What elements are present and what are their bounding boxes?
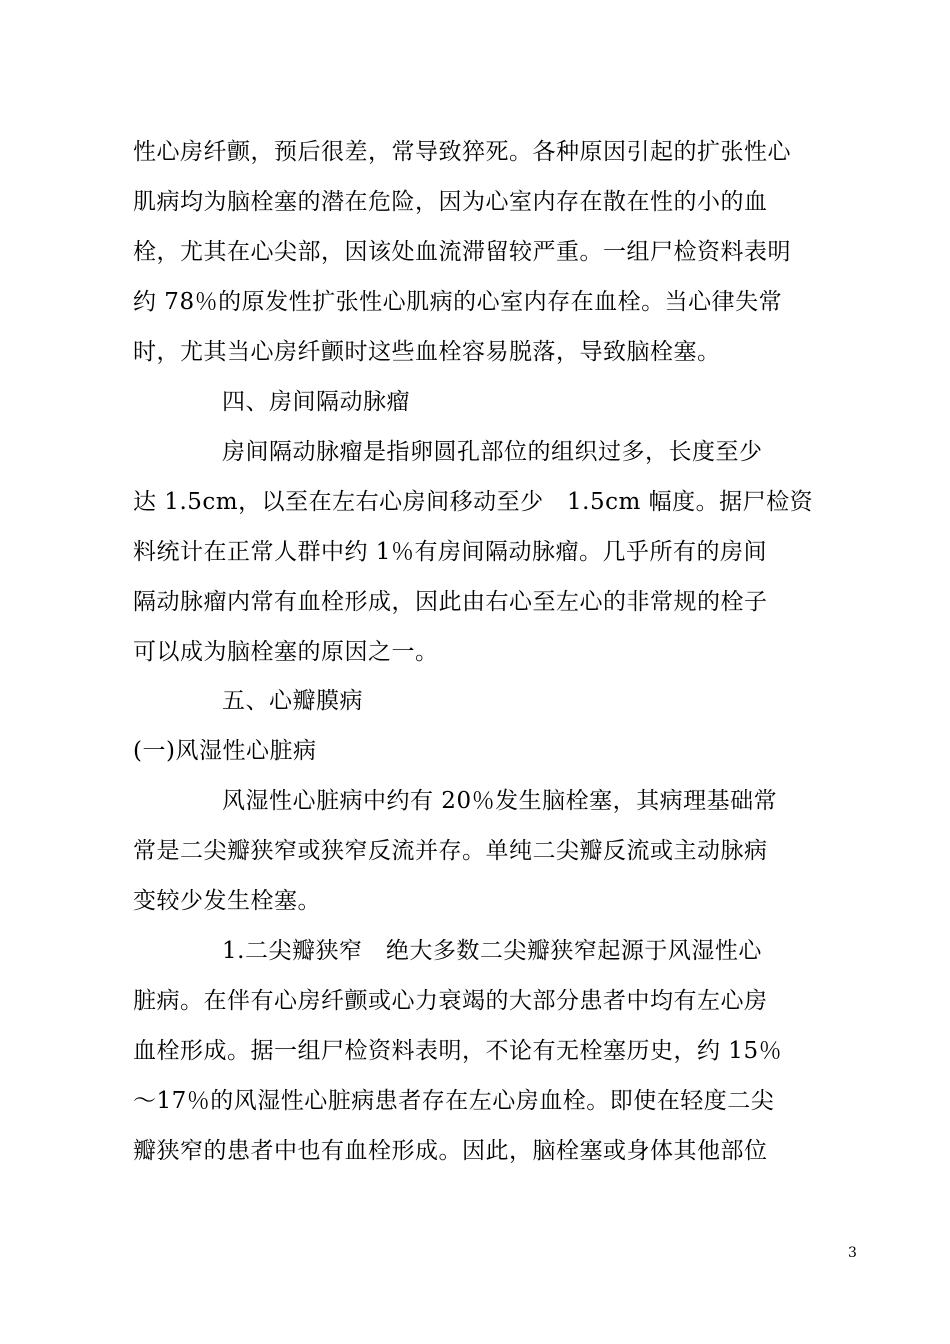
paragraph-line: 风湿性心脏病中约有 20％发生脑栓塞，其病理基础常 — [222, 788, 778, 814]
paragraph-line: 时，尤其当心房纤颤时这些血栓容易脱落，导致脑栓塞。 — [133, 339, 721, 365]
paragraph-line: 常是二尖瓣狭窄或狭窄反流并存。单纯二尖瓣反流或主动脉病 — [133, 838, 768, 864]
paragraph-line: 约 78％的原发性扩张性心肌病的心室内存在血栓。当心律失常 — [133, 289, 783, 315]
paragraph-line: 肌病均为脑栓塞的潜在危险，因为心室内存在散在性的小的血 — [133, 189, 768, 215]
section-heading: 五、心瓣膜病 — [222, 688, 363, 714]
paragraph-line: 栓，尤其在心尖部，因该处血流滞留较严重。一组尸检资料表明 — [133, 239, 791, 265]
paragraph-line: 隔动脉瘤内常有血栓形成，因此由右心至左心的非常规的栓子 — [133, 589, 768, 615]
paragraph-line: 血栓形成。据一组尸检资料表明，不论有无栓塞历史，约 15％ — [133, 1038, 783, 1064]
paragraph-line: 变较少发生栓塞。 — [133, 888, 321, 914]
section-heading: 四、房间隔动脉瘤 — [222, 389, 410, 415]
paragraph-line: 达 1.5cm，以至在左右心房间移动至少 1.5cm 幅度。据尸检资 — [133, 489, 814, 515]
paragraph-line: ～17％的风湿性心脏病患者存在左心房血栓。即使在轻度二尖 — [133, 1088, 775, 1114]
paragraph-line: 脏病。在伴有心房纤颤或心力衰竭的大部分患者中均有左心房 — [133, 988, 768, 1014]
paragraph-line: 料统计在正常人群中约 1％有房间隔动脉瘤。几乎所有的房间 — [133, 539, 767, 565]
paragraph-line: 可以成为脑栓塞的原因之一。 — [133, 639, 439, 665]
page-number: 3 — [848, 1245, 857, 1261]
subsection-heading: (一)风湿性心脏病 — [133, 738, 317, 764]
paragraph-line: 瓣狭窄的患者中也有血栓形成。因此，脑栓塞或身体其他部位 — [133, 1138, 768, 1164]
paragraph-line: 性心房纤颤，预后很差，常导致猝死。各种原因引起的扩张性心 — [133, 139, 791, 165]
paragraph-line: 房间隔动脉瘤是指卵圆孔部位的组织过多，长度至少 — [222, 439, 763, 465]
paragraph-line: 1.二尖瓣狭窄 绝大多数二尖瓣狭窄起源于风湿性心 — [222, 938, 762, 964]
